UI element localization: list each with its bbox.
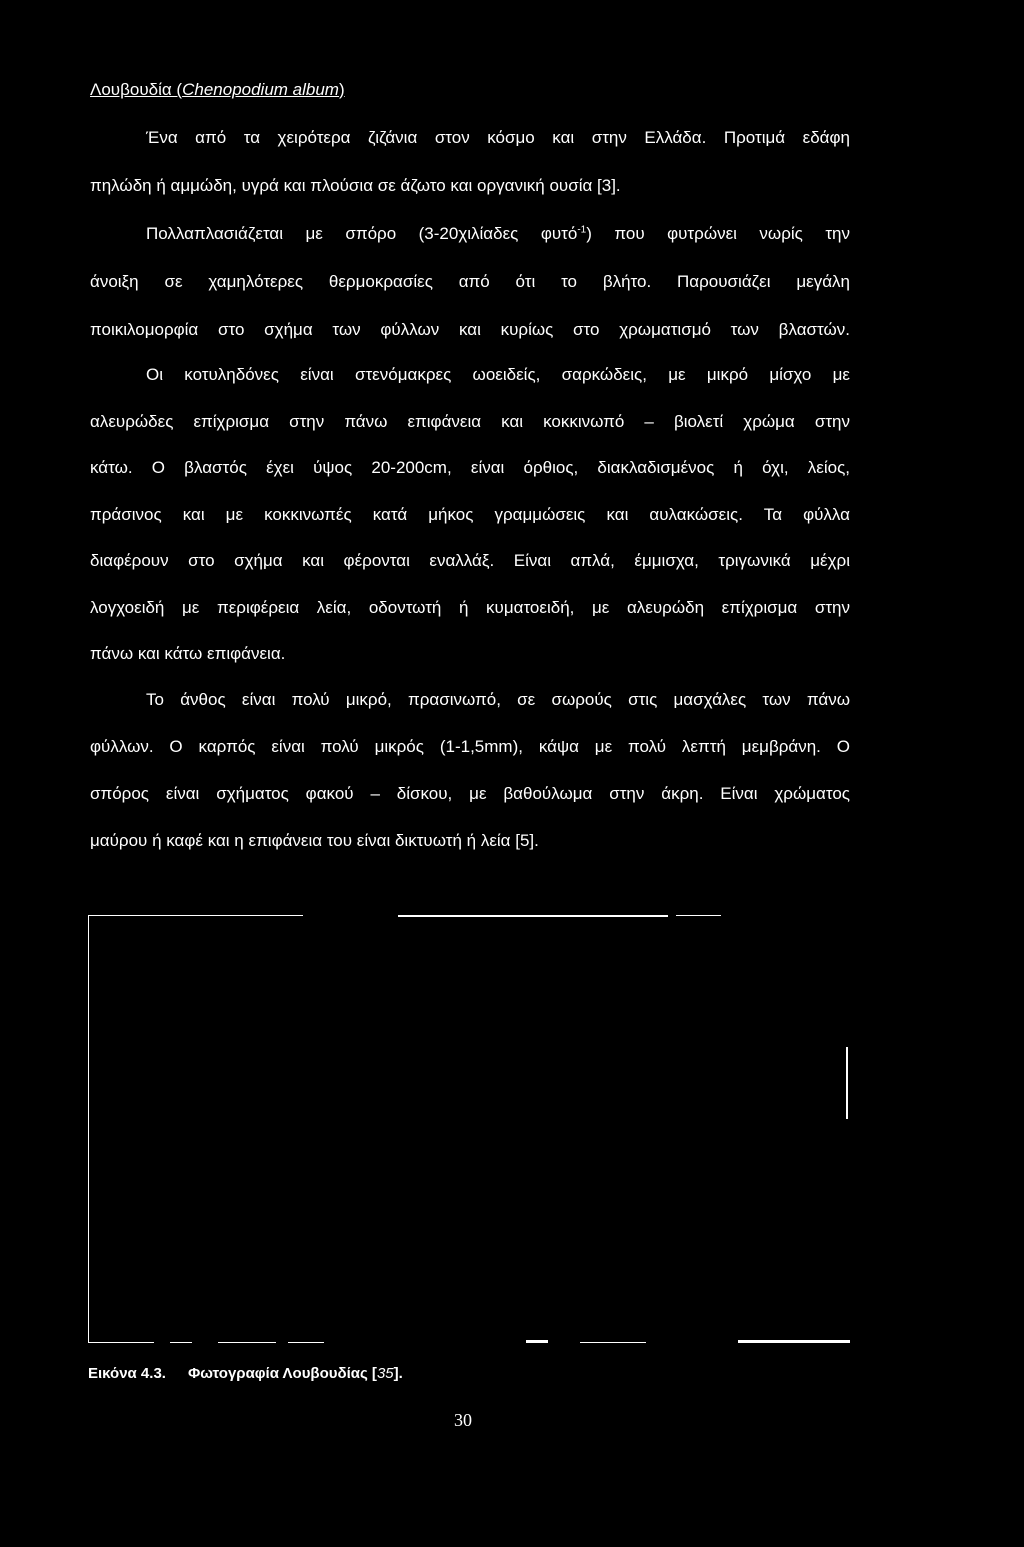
frame-top-right [676, 915, 721, 916]
paragraph-line: σπόρος είναι σχήματος φακού – δίσκου, με βαθούλωμα στην άκρη. Είναι χρώματος [90, 784, 850, 803]
paragraph-line: πηλώδη ή αμμώδη, υγρά και πλούσια σε άζωτο και οργανική ουσία [3]. [90, 176, 621, 195]
frame-left [88, 915, 89, 1343]
paragraph-line: αλευρώδες επίχρισμα στην πάνω επιφάνεια και κοκκινωπό – βιολετί χρώμα στην [90, 412, 850, 431]
paragraph-line: Το άνθος είναι πολύ μικρό, πρασινωπό, σε σωρούς στις μασχάλες των πάνω [146, 690, 850, 709]
frame-right-fragment [846, 1047, 848, 1119]
paragraph-line: Οι κοτυληδόνες είναι στενόμακρες ωοειδείς, σαρκώδεις, με μικρό μίσχο με [146, 365, 850, 384]
paragraph-line: κάτω. Ο βλαστός έχει ύψος 20-200cm, είναι όρθιος, διακλαδισμένος ή όχι, λείος, [90, 458, 850, 477]
paragraph-line: λογχοειδή με περιφέρεια λεία, οδοντωτή ή κυματοειδή, με αλευρώδη επίχρισμα στην [90, 598, 850, 617]
paragraph-line: μαύρου ή καφέ και η επιφάνεια του είναι δικτυωτή ή λεία [5]. [90, 831, 539, 850]
paragraph-line: πράσινος και με κοκκινωπές κατά μήκος γραμμώσεις και αυλακώσεις. Τα φύλλα [90, 505, 850, 524]
paragraph-line: φύλλων. Ο καρπός είναι πολύ μικρός (1-1,5mm), κάψα με πολύ λεπτή μεμβράνη. Ο [90, 737, 850, 756]
frame-bottom-7 [738, 1340, 850, 1343]
paragraph-line: ποικιλομορφία στο σχήμα των φύλλων και κυρίως στο χρωματισμό των βλαστών. [90, 320, 850, 339]
figure-caption: Εικόνα 4.3. Φωτογραφία Λουβουδίας [35]. [88, 1365, 403, 1382]
frame-bottom-3 [218, 1342, 276, 1343]
paragraph-line: Ένα από τα χειρότερα ζιζάνια στον κόσμο και στην Ελλάδα. Προτιμά εδάφη [146, 128, 850, 147]
frame-top-left [88, 915, 303, 916]
frame-bottom-1 [88, 1342, 154, 1343]
figure-photo-frame [88, 915, 850, 1355]
frame-bottom-2 [170, 1342, 192, 1343]
frame-bottom-6 [580, 1342, 646, 1343]
page-number: 30 [454, 1410, 472, 1430]
frame-bottom-4 [288, 1342, 324, 1343]
section-heading: Λουβουδία (Chenopodium album) [90, 80, 345, 99]
frame-bottom-5 [526, 1340, 548, 1343]
frame-top-middle [398, 915, 668, 917]
paragraph-line: Πολλαπλασιάζεται με σπόρο (3-20χιλίαδες φυτό$^{-1}$) που φυτρώνει νωρίς την [146, 224, 850, 243]
paragraph-line: άνοιξη σε χαμηλότερες θερμοκρασίες από ότι το βλήτο. Παρουσιάζει μεγάλη [90, 272, 850, 291]
paragraph-line: διαφέρουν στο σχήμα και φέρονται εναλλάξ. Είναι απλά, έμμισχα, τριγωνικά μέχρι [90, 551, 850, 570]
paragraph-line: πάνω και κάτω επιφάνεια. [90, 644, 286, 663]
